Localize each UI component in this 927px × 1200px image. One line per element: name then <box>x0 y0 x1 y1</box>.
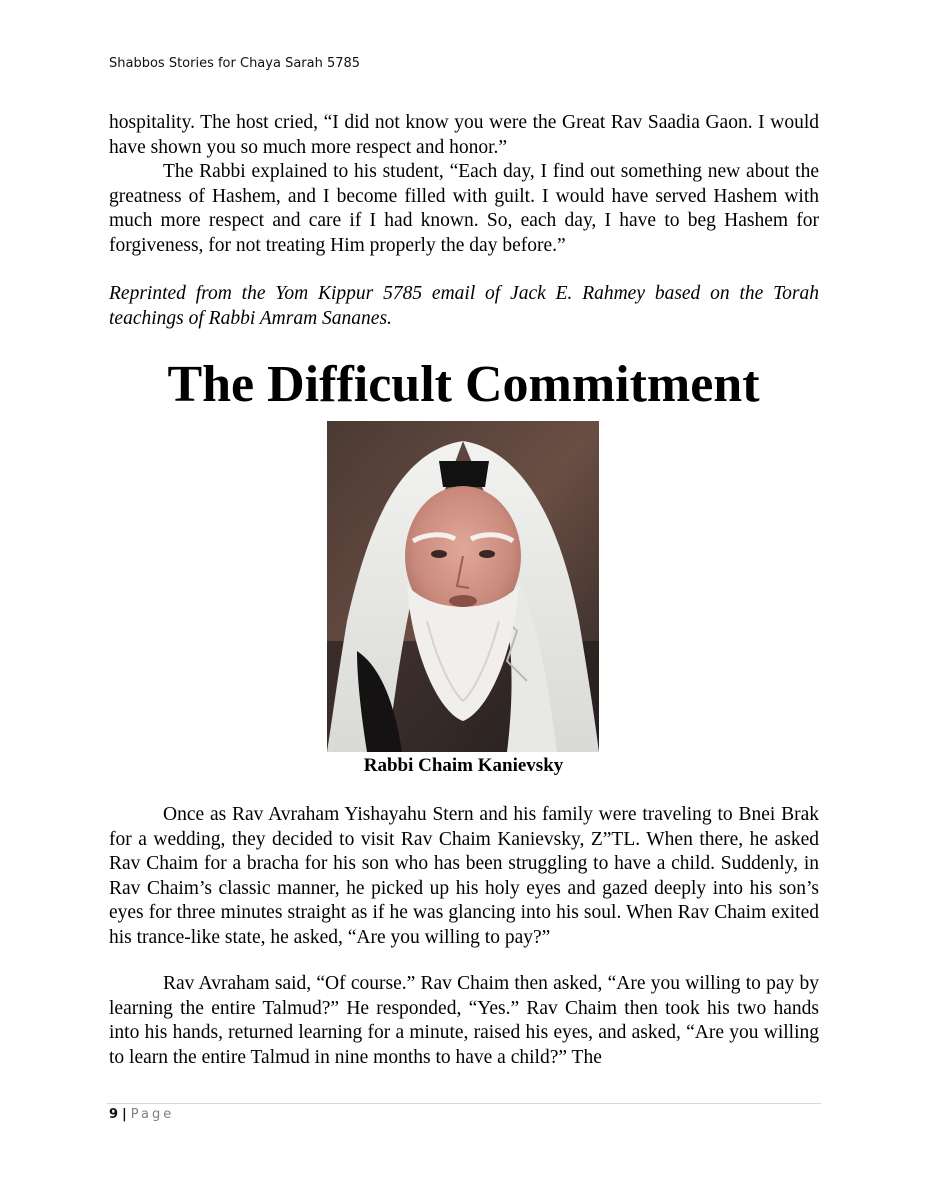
paragraph-talmud-commitment: Rav Avraham said, “Of course.” Rav Chaim then asked, “Are you willing to pay by learning the entire Talmud?” He responded, “Yes.” Rav Chaim then took his two hands into his hands, returned learning for a minute, raised his eyes, and asked, “Are you willing to learn the entire Talmud in nine months to have a child?” The <box>109 973 819 1068</box>
paragraph-rav-avraham-visit: Once as Rav Avraham Yishayahu Stern and his family were traveling to Bnei Brak for a wedding, they decided to visit Rav Chaim Kanievsky, Z”TL. When there, he asked Rav Chaim for a bracha for his son who has been struggling to have a child. Suddenly, in Rav Chaim’s classic manner, he picked up his holy eyes and gazed deeply into his son’s eyes for three minutes straight as if he was glancing into his soul. When Rav Chaim exited his trance-like state, he asked, “Are you willing to pay?” <box>109 804 819 948</box>
page-label: Page <box>130 1107 175 1122</box>
article-title: The Difficult Commitment <box>167 356 760 413</box>
footer-divider <box>107 1103 821 1104</box>
rabbi-portrait-photo <box>327 421 599 752</box>
page-footer <box>109 1107 174 1122</box>
footer-separator: | <box>122 1107 127 1122</box>
photo-caption: Rabbi Chaim Kanievsky <box>363 755 564 776</box>
page-number: 9 <box>109 1107 119 1122</box>
paragraph-rabbi-explained: The Rabbi explained to his student, “Each day, I find out something new about the greatness of Hashem, and I become filled with guilt. I would have served Hashem with much more respect and care if I had known. So, each day, I have to beg Hashem for forgiveness, for not treating Him properly the day before.” <box>109 161 819 256</box>
reprint-credit: Reprinted from the Yom Kippur 5785 email of Jack E. Rahmey based on the Torah teachings of Rabbi Amram Sananes. <box>109 283 819 329</box>
paragraph-hospitality: hospitality. The host cried, “I did not know you were the Great Rav Saadia Gaon. I would have shown you so much more respect and honor.” <box>109 112 819 158</box>
running-header: Shabbos Stories for Chaya Sarah 5785 <box>109 56 361 71</box>
